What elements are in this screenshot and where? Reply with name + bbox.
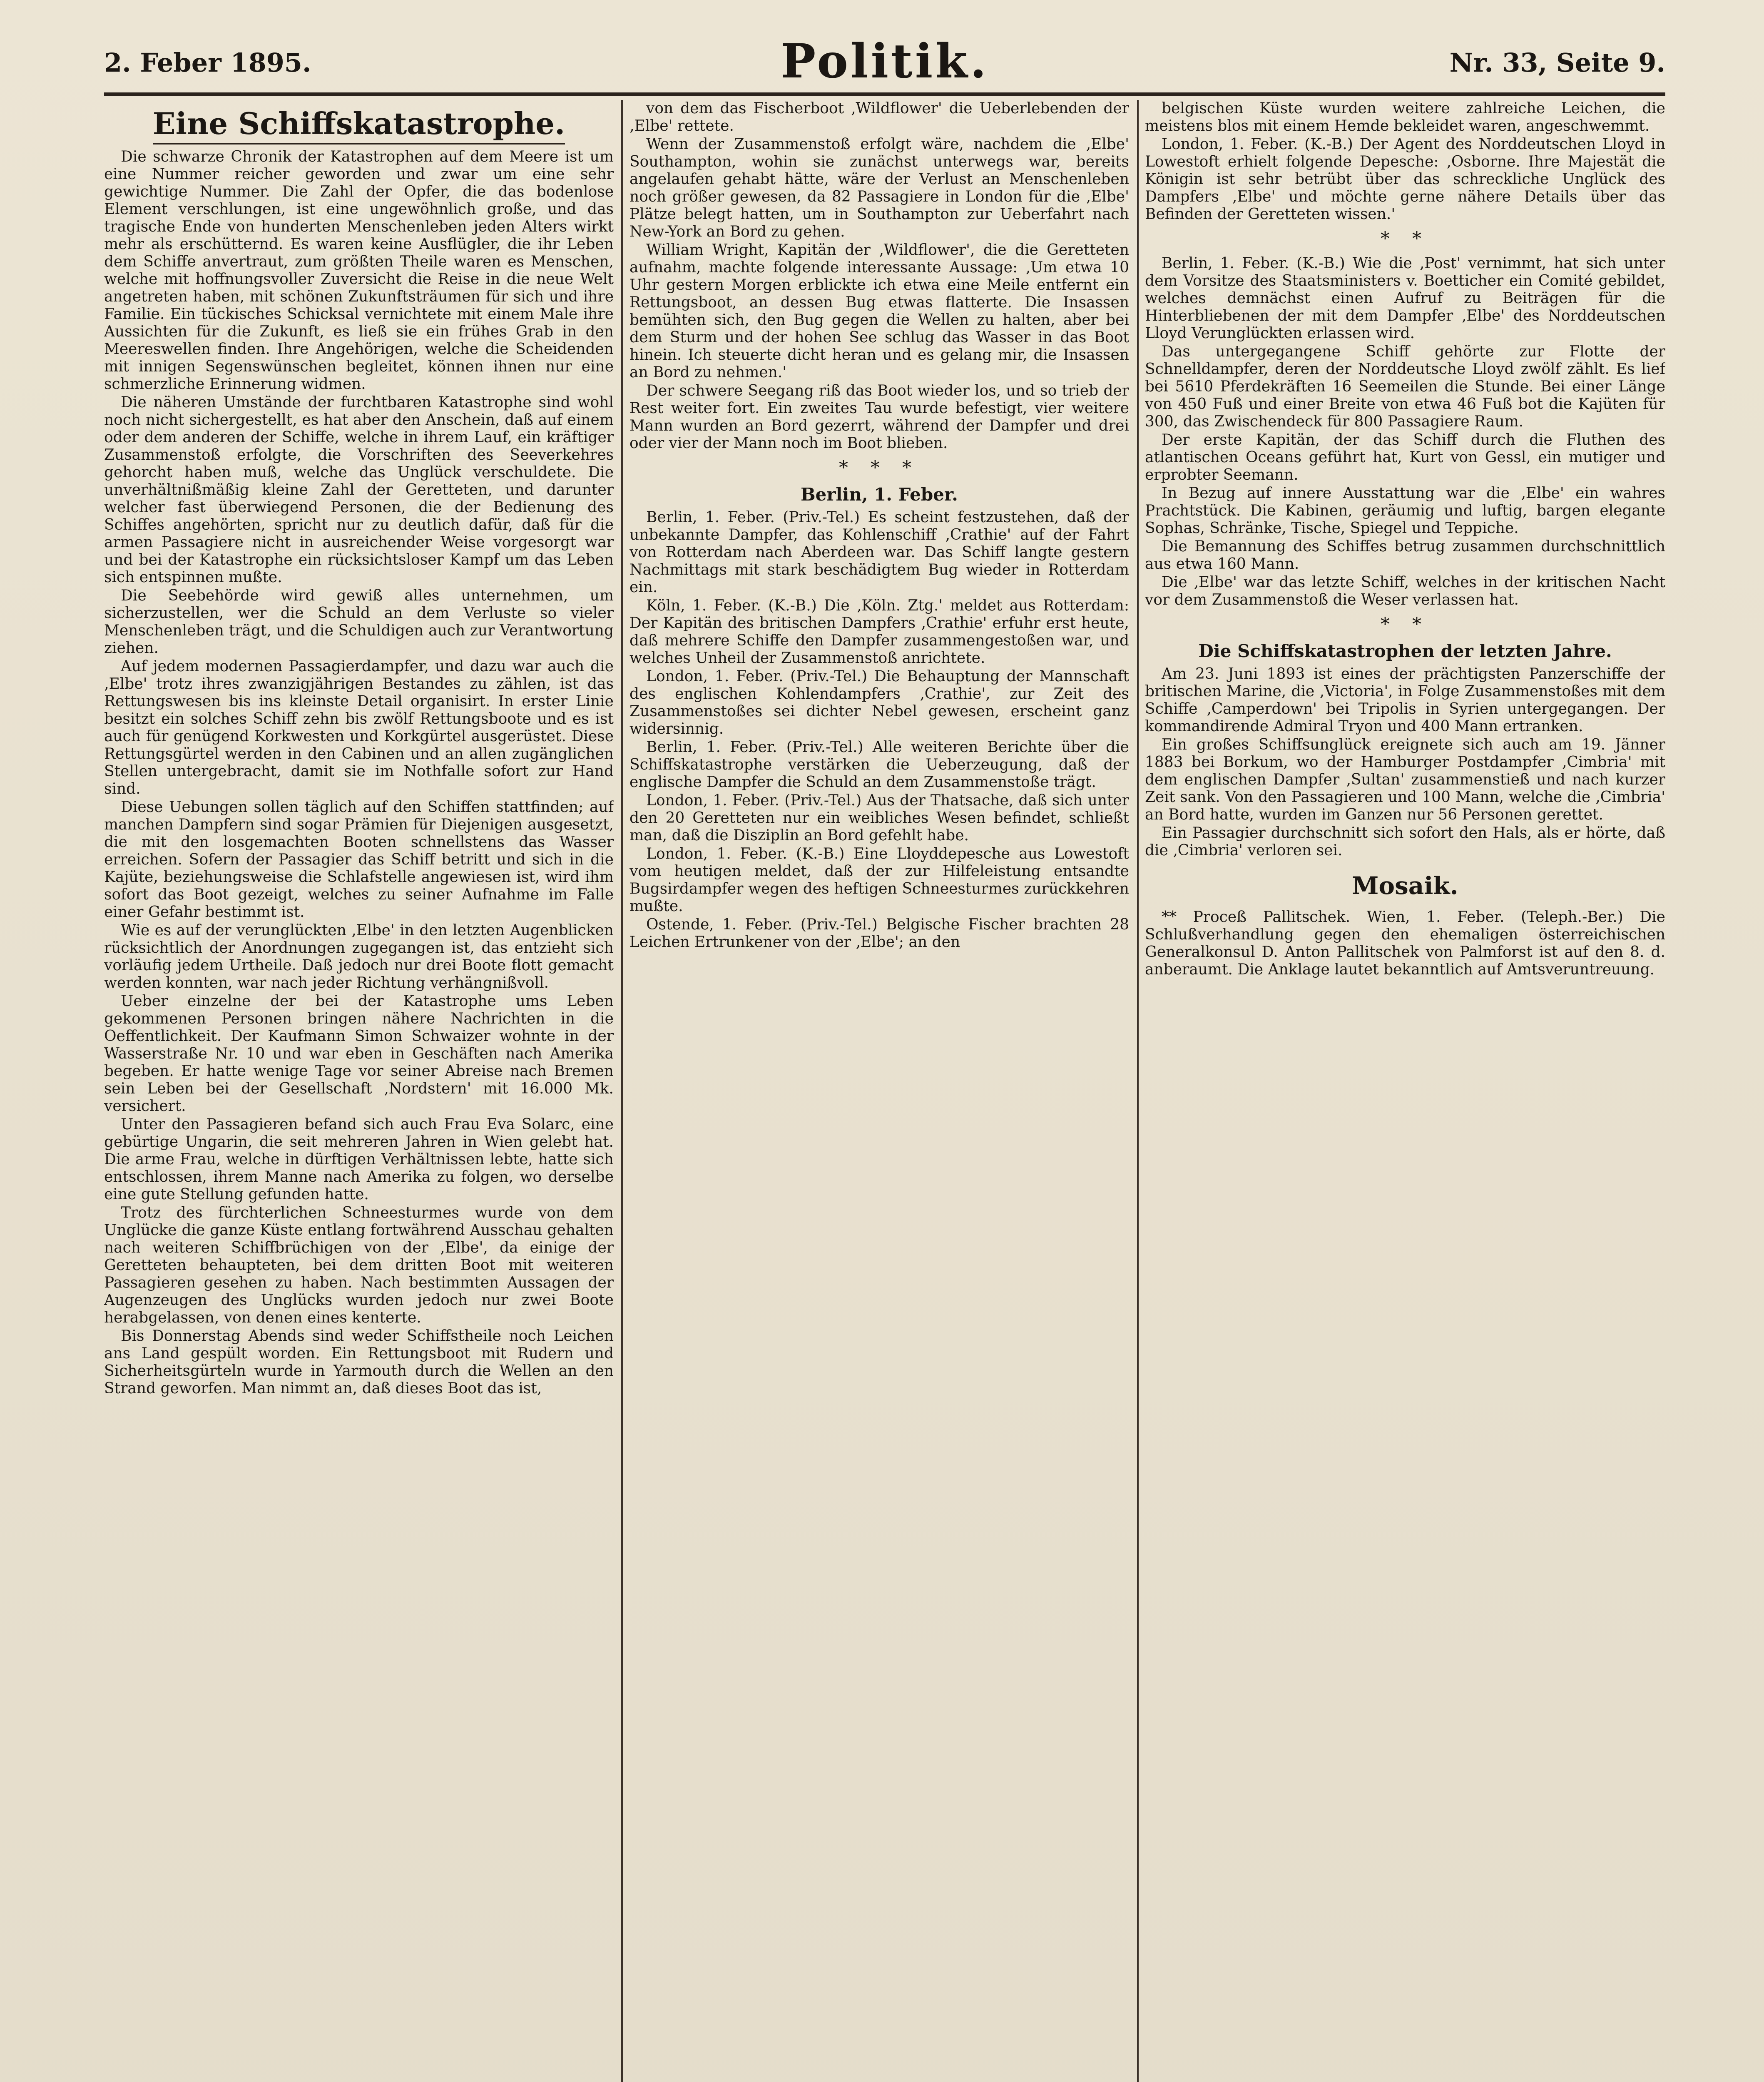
paragraph: Berlin, 1. Feber. (Priv.-Tel.) Es scheint festzustehen, daß der unbekannte Dampfer, das Kohlenschiff ‚Crathie' auf der Fahrt von Rotterdam nach Aberdeen war. Das Schiff langte gestern Nachmittags mit stark beschädigtem Bug wieder in Rotterdam ein. — [629, 509, 1129, 596]
paragraph: Ueber einzelne der bei der Katastrophe ums Leben gekommenen Personen bringen nähere Nachrichten in die Oeffentlichkeit. Der Kaufmann Simon Schwaizer wohnte in der Wasserstraße Nr. 10 und war eben in Geschäften nach Amerika begeben. Er hatte wenige Tage vor seiner Abreise nach Bremen sein Leben bei der Gesellschaft ‚Nordstern' mit 16.000 Mk. versichert. — [104, 993, 614, 1115]
paragraph: Die Seebehörde wird gewiß alles unternehmen, um sicherzustellen, wer die Schuld an dem Verluste so vieler Menschenleben trägt, und die Schuldigen auch zur Verantwortung ziehen. — [104, 587, 614, 657]
column-divider — [1137, 100, 1139, 2082]
section-separator: * * * — [839, 457, 920, 478]
paragraph: Berlin, 1. Feber. (Priv.-Tel.) Alle weiteren Berichte über die Schiffskatastrophe verstärken die Ueberzeugung, daß der englische Dampfer die Schuld an dem Zusammenstoße trägt. — [629, 739, 1129, 791]
paragraph: Bis Donnerstag Abends sind weder Schiffstheile noch Leichen ans Land gespült worden. Ein Rettungsboot mit Rudern und Sicherheitsgürteln wurde in Yarmouth durch die Wellen an den Strand geworfen. Man nimmt an, daß dieses Boot das ist, — [104, 1327, 614, 1397]
paragraph: Die ‚Elbe' war das letzte Schiff, welches in der kritischen Nacht vor dem Zusammenstoß die Weser verlassen hat. — [1145, 574, 1665, 608]
paragraph: Ostende, 1. Feber. (Priv.-Tel.) Belgische Fischer brachten 28 Leichen Ertrunkener von der ‚Elbe'; an den — [629, 916, 1129, 951]
paragraph: Wenn der Zusammenstoß erfolgt wäre, nachdem die ‚Elbe' Southampton, wohin sie zunächst unterwegs war, bereits angelaufen gehabt hätte, wäre der Verlust an Menschenleben noch größer gewesen, da 82 Passagiere in London für die ‚Elbe' Plätze belegt hatten, um in Southampton zur Ueberfahrt nach New-York an Bord zu gehen. — [629, 136, 1129, 240]
issue-date: 2. Feber 1895. — [104, 47, 311, 78]
paragraph: In Bezug auf innere Ausstattung war die ‚Elbe' ein wahres Prachtstück. Die Kabinen, geräumig und luftig, bargen elegante Sophas, Schränke, Tische, Spiegel und Teppiche. — [1145, 485, 1665, 537]
section-separator: * * — [1381, 614, 1430, 635]
dateline-heading: Berlin, 1. Feber. — [801, 484, 958, 505]
paragraph: Ein Passagier durchschnitt sich sofort den Hals, als er hörte, daß die ‚Cimbria' verloren sei. — [1145, 824, 1665, 859]
subsection-headline: Die Schiffskatastrophen der letzten Jahre. — [1198, 641, 1612, 661]
paragraph: Auf jedem modernen Passagierdampfer, und dazu war auch die ‚Elbe' trotz ihres zwanzigjährigen Bestandes zu zählen, ist das Rettungswesen bis ins kleinste Detail organisirt. In erster Linie besitzt ein solches Schiff zehn bis zwölf Rettungsboote und es ist auch für genügend Korkwesten und Korkgürtel ausgerüstet. Diese Rettungsgürtel werden in den Cabinen und an allen zugänglichen Stellen untergebracht, damit sie im Nothfalle sofort zur Hand sind. — [104, 658, 614, 797]
paragraph: Wie es auf der verunglückten ‚Elbe' in den letzten Augenblicken rücksichtlich der Anordnungen zugegangen ist, das entzieht sich vorläufig jedem Urtheile. Daß jedoch nur drei Boote flott gemacht werden konnten, war nach jeder Richtung verhängnißvoll. — [104, 922, 614, 991]
paragraph: von dem das Fischerboot ‚Wildflower' die Ueberlebenden der ‚Elbe' rettete. — [629, 100, 1129, 134]
paragraph: Trotz des fürchterlichen Schneesturmes wurde von dem Unglücke die ganze Küste entlang fortwährend Ausschau gehalten nach weiteren Schiffbrüchigen von der ‚Elbe', da einige der Geretteten behaupteten, bei dem dritten Boot mit weiteren Passagieren gesehen zu haben. Nach bestimmten Aussagen der Augenzeugen des Unglücks wurden jedoch nur zwei Boote herabgelassen, von denen eines kenterte. — [104, 1204, 614, 1326]
section-separator: * * — [1381, 228, 1430, 249]
paragraph: ** Proceß Pallitschek. Wien, 1. Feber. (Teleph.-Ber.) Die Schlußverhandlung gegen den ehemaligen österreichischen Generalkonsul D. Anton Pallitschek von Palmforst ist auf den 8. d. anberaumt. Die Anklage lautet bekanntlich auf Amtsveruntreuung. — [1145, 909, 1665, 978]
page-number: Nr. 33, Seite 9. — [1449, 47, 1665, 78]
paragraph: Köln, 1. Feber. (K.-B.) Die ‚Köln. Ztg.' meldet aus Rotterdam: Der Kapitän des britischen Dampfers ‚Crathie' erfuhr erst heute, daß mehrere Schiffe den Dampfer zusammengestoßen war, und welches Unheil der Zusammenstoß anrichtete. — [629, 597, 1129, 667]
paragraph: Ein großes Schiffsunglück ereignete sich auch am 19. Jänner 1883 bei Borkum, wo der Hamburger Postdampfer ‚Cimbria' mit dem englischen Dampfer ‚Sultan' zusammenstieß und nach kurzer Zeit sank. Von den Passagieren und 100 Mann, welche die ‚Cimbria' an Bord hatte, wurden im Ganzen nur 56 Personen gerettet. — [1145, 736, 1665, 823]
header-rule — [104, 92, 1665, 96]
mosaik-headline: Mosaik. — [1352, 872, 1458, 900]
paragraph: Das untergegangene Schiff gehörte zur Flotte der Schnelldampfer, deren der Norddeutsche Lloyd zwölf zählt. Es lief bei 5610 Pferdekräften 16 Seemeilen die Stunde. Bei einer Länge von 450 Fuß und einer Breite von etwa 46 Fuß bot die Kajüten für 300, das Zwischendeck für 800 Passagiere Raum. — [1145, 343, 1665, 430]
paragraph: William Wright, Kapitän der ‚Wildflower', die die Geretteten aufnahm, machte folgende interessante Aussage: ‚Um etwa 10 Uhr gestern Morgen erblickte ich etwa eine Meile entfernt ein Rettungsboot, an dessen Bug etwas flatterte. Die Insassen bemühten sich, den Bug gegen die Wellen zu halten, aber bei dem Sturm und der hohen See schlug das Wasser in das Boot hinein. Ich steuerte dicht heran und es gelang mir, die Insassen an Bord zu nehmen.' — [629, 242, 1129, 381]
paragraph: Der erste Kapitän, der das Schiff durch die Fluthen des atlantischen Oceans geführt hat, Kurt von Gessl, ein mutiger und erprobter Seemann. — [1145, 431, 1665, 483]
paragraph: Am 23. Juni 1893 ist eines der prächtigsten Panzerschiffe der britischen Marine, die ‚Victoria', in Folge Zusammenstoßes mit dem Schiffe ‚Camperdown' bei Tripolis in Syrien untergegangen. Der kommandirende Admiral Tryon und 400 Mann ertranken. — [1145, 665, 1665, 735]
column-divider — [621, 100, 623, 2082]
paragraph: Diese Uebungen sollen täglich auf den Schiffen stattfinden; auf manchen Dampfern sind sogar Prämien für Diejenigen ausgesetzt, die mit den losgemachten Booten schnellstens das Wasser erreichen. Sofern der Passagier das Schiff betritt und sich in die Kajüte, beziehungsweise die Schlafstelle angewiesen ist, wird ihm sofort das Boot gezeigt, welches zu seiner Aufnahme im Falle einer Gefahr bestimmt ist. — [104, 799, 614, 921]
paragraph: belgischen Küste wurden weitere zahlreiche Leichen, die meistens blos mit einem Hemde bekleidet waren, angeschwemmt. — [1145, 100, 1665, 134]
page-header — [104, 31, 1665, 93]
paragraph: Die schwarze Chronik der Katastrophen auf dem Meere ist um eine Nummer reicher geworden und zwar um eine sehr gewichtige Nummer. Die Zahl der Opfer, die das bodenlose Element verschlungen, ist eine ungewöhnlich große, und das tragische Ende von hunderten Menschenleben jeden Alters wirkt mehr als erschütternd. Es waren keine Ausflügler, die ihr Leben dem Schiffe anvertraut, zum größten Theile waren es Menschen, welche mit hoffnungsvoller Zuversicht die Reise in die neue Welt angetreten haben, mit schönen Zukunftsträumen für sich und ihre Familie. Ein tückisches Schicksal vernichtete mit einem Male ihre Aussichten für die Zukunft, es ließ sie ein frühes Grab in den Meereswellen finden. Ihre Angehörigen, welche die Scheidenden mit innigen Segenswünschen begleitet, können ihnen nur eine schmerzliche Erinnerung widmen. — [104, 148, 614, 393]
paragraph: London, 1. Feber. (K.-B.) Eine Lloyddepesche aus Lowestoft vom heutigen meldet, daß der zur Hilfeleistung entsandte Bugsirdampfer wegen des heftigen Schneesturmes zurückkehren mußte. — [629, 845, 1129, 915]
paragraph: Unter den Passagieren befand sich auch Frau Eva Solarc, eine gebürtige Ungarin, die seit mehreren Jahren in Wien gelebt hat. Die arme Frau, welche in dürftigen Verhältnissen lebte, hatte sich entschlossen, ihrem Manne nach Amerika zu folgen, wo derselbe eine gute Stellung gefunden hatte. — [104, 1116, 614, 1203]
paragraph: Die Bemannung des Schiffes betrug zusammen durchschnittlich aus etwa 160 Mann. — [1145, 538, 1665, 573]
paragraph: Der schwere Seegang riß das Boot wieder los, und so trieb der Rest weiter fort. Ein zweites Tau wurde befestigt, vier weitere Mann wurden an Bord gezerrt, während der Dampfer und drei oder vier der Mann noch im Boot blieben. — [629, 382, 1129, 452]
column-3 — [1145, 100, 1665, 2082]
article-headline: Eine Schiffskatastrophe. — [104, 106, 614, 142]
paragraph: London, 1. Feber. (K.-B.) Der Agent des Norddeutschen Lloyd in Lowestoft erhielt folgende Depesche: ‚Osborne. Ihre Majestät die Königin ist sehr betrübt über das schreckliche Unglück des Dampfers ‚Elbe' und möchte gerne nähere Details über das Befinden der Geretteten wissen.' — [1145, 136, 1665, 223]
paragraph: London, 1. Feber. (Priv.-Tel.) Die Behauptung der Mannschaft des englischen Kohlendampfers ‚Crathie', zur Zeit des Zusammenstoßes sei dichter Nebel gewesen, erscheint ganz widersinnig. — [629, 668, 1129, 737]
section-title: Politik. — [781, 34, 989, 89]
paragraph: Die näheren Umstände der furchtbaren Katastrophe sind wohl noch nicht sichergestellt, es hat aber den Anschein, daß auf einem oder dem anderen der Schiffe, welche in ihrem Lauf, ein kräftiger Zusammenstoß erfolgte, die Vorschriften des Seeverkehres gehorcht haben muß, welche das Unglück verschuldete. Die unverhältnißmäßig kleine Zahl der Geretteten, und darunter welcher fast überwiegend Personen, die der Bedienung des Schiffes angehörten, spricht nur zu deutlich dafür, daß für die armen Passagiere nicht in ausreichender Weise vorgesorgt war und bei der Katastrophe ein rücksichtsloser Kampf um das Leben sich entspinnen mußte. — [104, 394, 614, 586]
column-2 — [629, 100, 1129, 2082]
column-1 — [104, 100, 614, 2082]
paragraph: Berlin, 1. Feber. (K.-B.) Wie die ‚Post' vernimmt, hat sich unter dem Vorsitze des Staatsministers v. Boetticher ein Comité gebildet, welches demnächst einen Aufruf zu Beiträgen für die Hinterbliebenen der mit dem Dampfer ‚Elbe' des Norddeutschen Lloyd Verunglückten erlassen wird. — [1145, 255, 1665, 342]
paragraph: London, 1. Feber. (Priv.-Tel.) Aus der Thatsache, daß sich unter den 20 Geretteten nur ein weibliches Wesen befindet, schließt man, daß die Disziplin an Bord gefehlt habe. — [629, 792, 1129, 844]
